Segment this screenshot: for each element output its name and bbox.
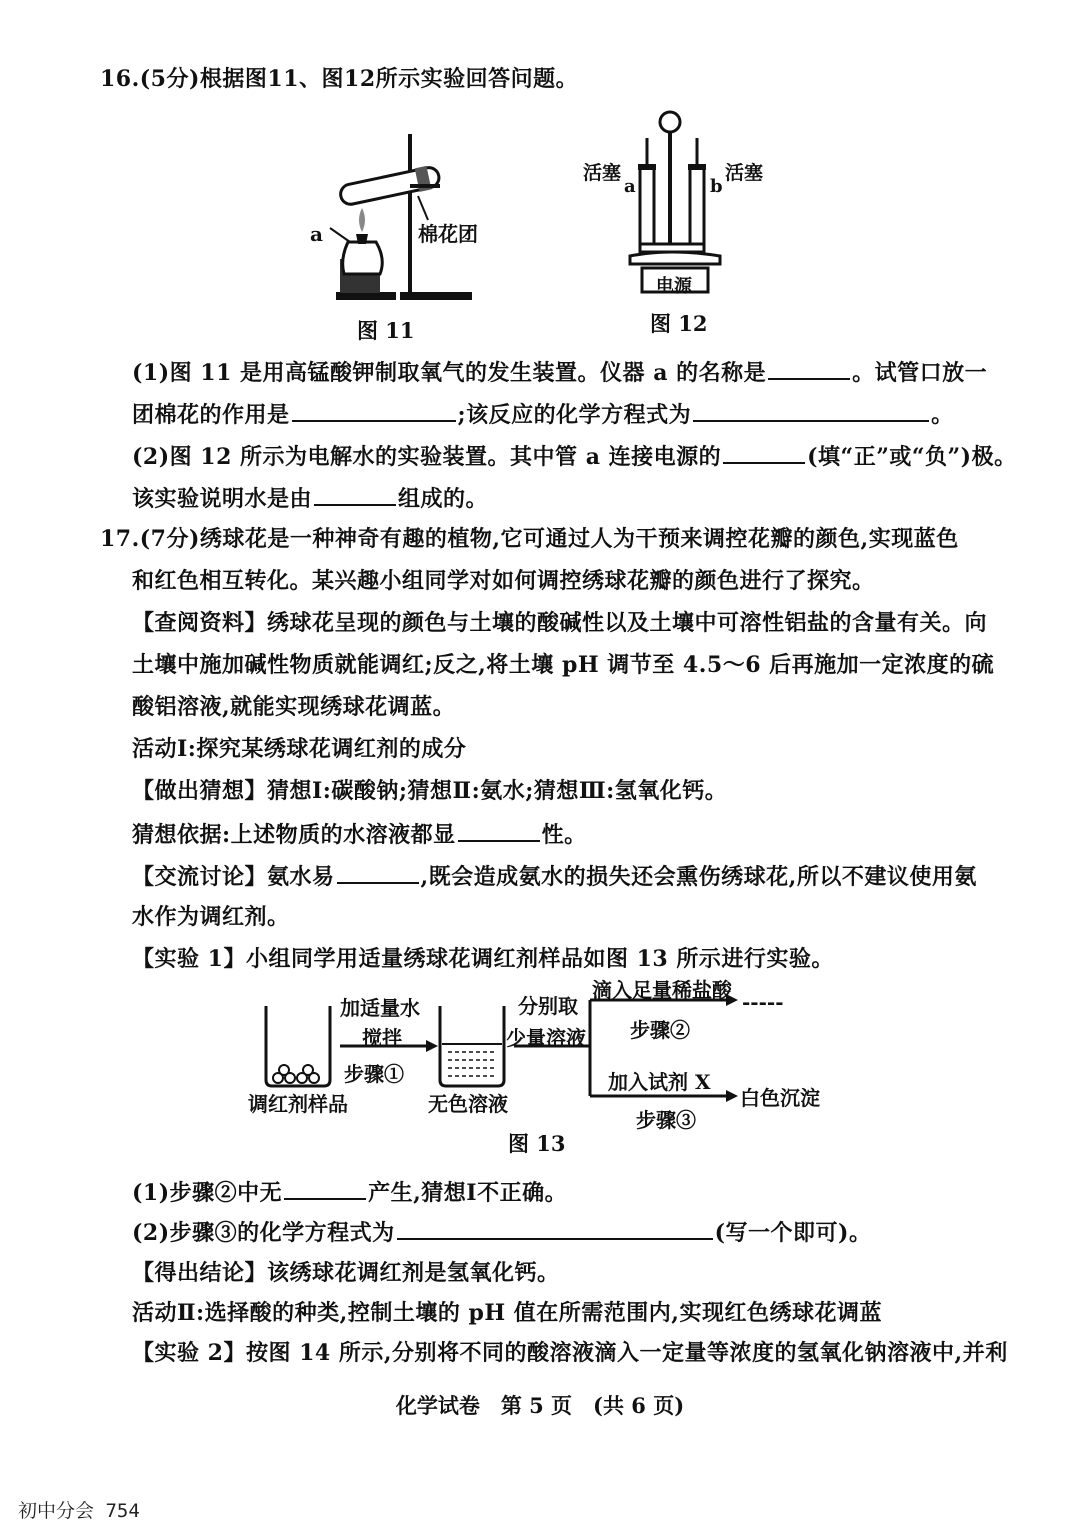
q16-header: 16.(5分)根据图11、图12所示实验回答问题。: [100, 66, 579, 92]
fig13-add-x: 加入试剂 X: [608, 1070, 711, 1094]
fig13-step3: 步骤③: [636, 1108, 696, 1132]
fig12-label-b: b: [710, 176, 723, 197]
fig13-take-each: 分别取: [518, 994, 578, 1018]
figure-12: [620, 108, 740, 298]
q17-line10: 水作为调红剂。: [132, 904, 290, 930]
q17-line7: 【做出猜想】猜想Ⅰ:碳酸钠;猜想Ⅱ:氨水;猜想Ⅲ:氢氧化钙。: [132, 778, 728, 804]
q17-line5: 酸铝溶液,就能实现绣球花调蓝。: [132, 694, 456, 720]
answer-blank[interactable]: [397, 1216, 713, 1240]
q17-line6: 活动Ⅰ:探究某绣球花调红剂的成分: [132, 736, 467, 762]
fig13-caption: 图 13: [508, 1131, 566, 1156]
q17-line13: 活动Ⅱ:选择酸的种类,控制土壤的 pH 值在所需范围内,实现红色绣球花调蓝: [132, 1300, 882, 1326]
fig12-label-right: 活塞: [725, 162, 764, 184]
fig12-label-a: a: [624, 176, 636, 197]
fig13-small-solution: 少量溶液: [506, 1026, 586, 1050]
corner-watermark: 初中分会 754: [18, 1500, 140, 1522]
text: (填“正”或“负”)极。: [807, 444, 1017, 470]
page-footer: 化学试卷 第 5 页 (共 6 页): [395, 1393, 685, 1418]
fig11-caption: 图 11: [357, 318, 415, 343]
q16-p1-line1: [132, 356, 987, 388]
text: 组成的。: [398, 486, 489, 512]
text: 【交流讨论】氨水易: [132, 864, 335, 890]
fig12-caption: 图 12: [650, 311, 708, 336]
text: 该实验说明水是由: [132, 486, 313, 512]
figure-11: [300, 124, 480, 309]
q16-p2-line2: [132, 482, 488, 514]
q17-line4: 土壤中施加碱性物质就能调红;反之,将土壤 pH 调节至 4.5～6 后再施加一定浓度的硫: [132, 652, 995, 678]
q17-line14: 【实验 2】按图 14 所示,分别将不同的酸溶液滴入一定量等浓度的氢氧化钠溶液中,并利: [132, 1340, 1008, 1366]
answer-blank[interactable]: [314, 482, 396, 506]
q17-answer1: [132, 1176, 567, 1208]
text: 。试管口放一: [852, 360, 988, 386]
fig13-dashes: -----: [742, 990, 784, 1014]
answer-blank[interactable]: [768, 356, 850, 380]
text: (1)图 11 是用高锰酸钾制取氧气的发生装置。仪器 a 的名称是: [132, 360, 767, 386]
text: 。: [931, 402, 954, 428]
answer-blank[interactable]: [284, 1176, 366, 1200]
answer-blank[interactable]: [693, 398, 929, 422]
q17-line11: 【实验 1】小组同学用适量绣球花调红剂样品如图 13 所示进行实验。: [132, 946, 834, 972]
q17-line1: 17.(7分)绣球花是一种神奇有趣的植物,它可通过人为干预来调控花瓣的颜色,实现蓝色: [100, 526, 959, 552]
answer-blank[interactable]: [337, 860, 419, 884]
q17-line3: 【查阅资料】绣球花呈现的颜色与土壤的酸碱性以及土壤中可溶性铝盐的含量有关。向: [132, 610, 988, 636]
fig13-white-ppt: 白色沉淀: [740, 1086, 820, 1110]
q17-line12: 【得出结论】该绣球花调红剂是氢氧化钙。: [132, 1260, 560, 1286]
answer-blank[interactable]: [458, 818, 540, 842]
fig13-step2: 步骤②: [630, 1018, 690, 1042]
answer-blank[interactable]: [723, 440, 805, 464]
text: (1)步骤②中无: [132, 1180, 283, 1206]
fig13-drop-acid: 滴入足量稀盐酸: [592, 978, 732, 1002]
text: 产生,猜想Ⅰ不正确。: [368, 1180, 568, 1206]
text: 团棉花的作用是: [132, 402, 290, 428]
q16-p2-line1: [132, 440, 1017, 472]
fig12-label-left: 活塞: [583, 162, 622, 184]
text: ;该反应的化学方程式为: [457, 402, 692, 428]
q17-answer2: [132, 1216, 871, 1248]
text: (写一个即可)。: [714, 1220, 872, 1246]
q17-line2: 和红色相互转化。某兴趣小组同学对如何调控绣球花瓣的颜色进行了探究。: [132, 568, 875, 594]
q16-p1-line2: [132, 398, 954, 430]
q17-line9: [132, 860, 977, 892]
fig13-add-water: 加适量水: [340, 996, 420, 1020]
fig11-label-a: a: [310, 222, 323, 246]
answer-blank[interactable]: [292, 398, 456, 422]
text: 性。: [541, 822, 587, 848]
text: (2)步骤③的化学方程式为: [132, 1220, 395, 1246]
text: ,既会造成氨水的损失还会熏伤绣球花,所以不建议使用氨: [420, 864, 977, 890]
fig13-sample: 调红剂样品: [248, 1092, 348, 1116]
text: (2)图 12 所示为电解水的实验装置。其中管 a 连接电源的: [132, 444, 722, 470]
fig12-label-power: 电源: [656, 276, 692, 297]
fig13-colorless: 无色溶液: [428, 1092, 508, 1116]
fig13-stir: 搅拌: [362, 1026, 402, 1050]
fig11-label-cotton: 棉花团: [418, 222, 478, 246]
fig13-step1: 步骤①: [344, 1062, 404, 1086]
text: 猜想依据:上述物质的水溶液都显: [132, 822, 456, 848]
q17-line8: [132, 818, 587, 850]
